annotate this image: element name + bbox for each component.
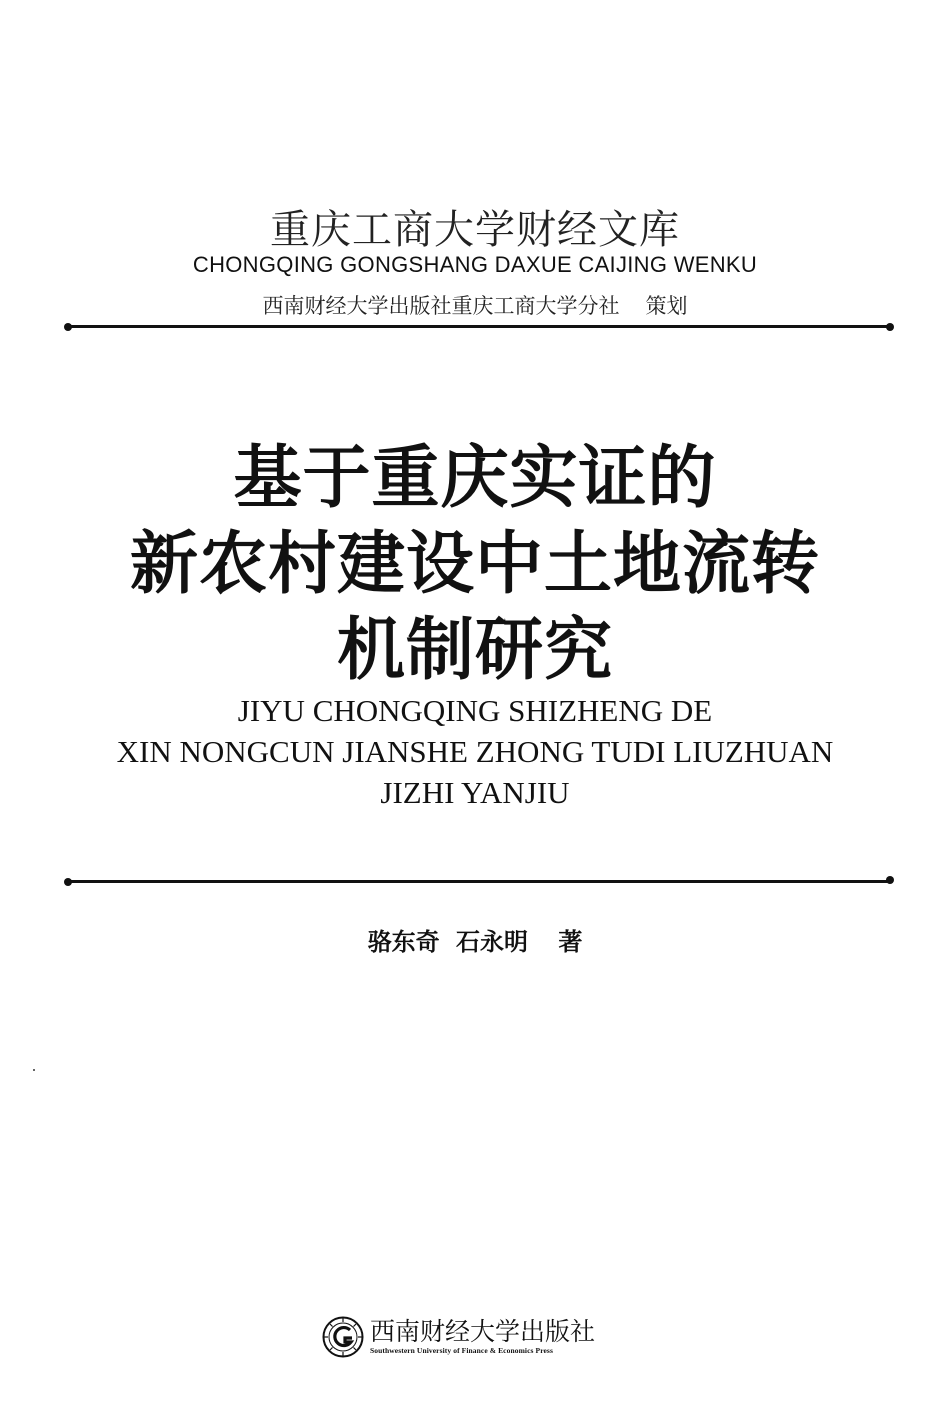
pinyin-title-line-2: XIN NONGCUN JIANSHE ZHONG TUDI LIUZHUAN (116, 734, 834, 769)
book-title-line-2: 新农村建设中土地流转 (129, 524, 820, 604)
book-title-line-3: 机制研究 (336, 610, 613, 690)
authors-line (0, 922, 950, 957)
top-rule-right-dot (886, 323, 894, 331)
author-name: 石永明 (456, 928, 528, 956)
planner-role: 策划 (645, 294, 688, 318)
top-divider (68, 325, 890, 328)
series-name-en: CHONGQING GONGSHANG DAXUE CAIJING WENKU (192, 252, 758, 277)
author-name: 骆东奇 (367, 928, 440, 956)
planner-name: 西南财经大学出版社重庆工商大学分社 (262, 294, 620, 318)
bottom-divider (68, 880, 890, 883)
print-speck (33, 1069, 35, 1071)
publisher-seal-icon (322, 1316, 364, 1358)
bottom-rule-right-dot (886, 876, 894, 884)
book-title-line-1: 基于重庆实证的 (233, 438, 717, 518)
series-name-cn: 重庆工商大学财经文库 (270, 207, 680, 253)
author-role: 著 (558, 928, 583, 956)
planner-line (0, 290, 950, 320)
pinyin-title-line-3: JIZHI YANJIU (380, 775, 570, 810)
pinyin-title-line-1: JIYU CHONGQING SHIZHENG DE (237, 693, 713, 728)
publisher-block (322, 1312, 595, 1362)
publisher-name-en: Southwestern University of Finance & Economics Press (370, 1346, 553, 1355)
publisher-name-cn: 西南财经大学出版社 (370, 1317, 596, 1346)
